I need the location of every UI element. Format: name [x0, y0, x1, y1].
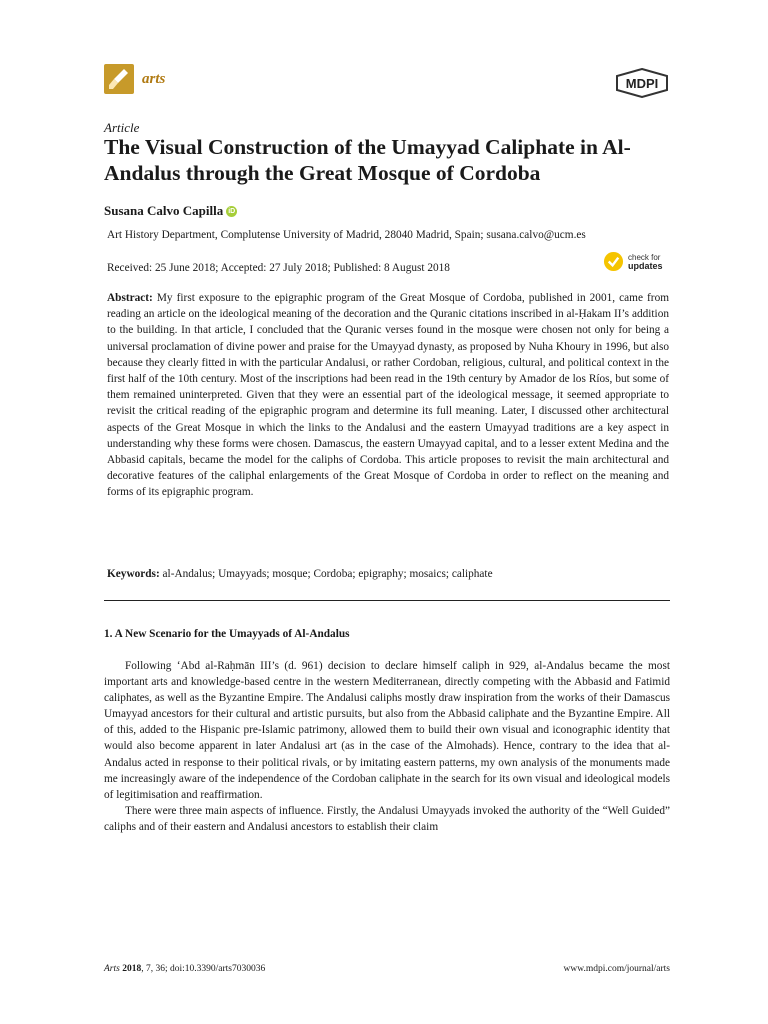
author-name[interactable]: Susana Calvo Capilla — [104, 203, 224, 218]
footer-journal: Arts — [104, 964, 120, 974]
check-for-updates-badge[interactable] — [603, 251, 663, 272]
citation-footer — [104, 964, 265, 974]
check-updates-icon — [603, 251, 624, 272]
journal-url[interactable]: www.mdpi.com/journal/arts — [563, 964, 670, 974]
paragraph: There were three main aspects of influence. Firstly, the Andalusi Umayyads invoked the authority of the “Well Guided” caliphs and of their eastern and Andalusi ancestors to establish their claim — [104, 804, 670, 833]
footer-citation: , 7, 36; doi:10.3390/arts7030036 — [141, 964, 266, 974]
abstract — [107, 290, 669, 501]
article-title: The Visual Construction of the Umayyad Caliphate in Al-Andalus through the Great Mosque of Cordoba — [104, 135, 631, 185]
footer-year: 2018 — [122, 964, 142, 974]
orcid-icon[interactable]: iD — [228, 207, 236, 215]
section-divider — [104, 600, 670, 601]
journal-logo — [104, 64, 165, 94]
publication-dates: Received: 25 June 2018; Accepted: 27 July 2018; Published: 8 August 2018 — [107, 262, 450, 274]
section-heading: 1. A New Scenario for the Umayyads of Al-Andalus — [104, 628, 350, 640]
article-type: Article — [104, 120, 140, 135]
affiliation: Art History Department, Complutense University of Madrid, 28040 Madrid, Spain; susana.calvo@ucm.es — [107, 229, 586, 241]
brush-icon — [104, 64, 134, 94]
publisher-logo — [614, 68, 670, 103]
keywords-text: al-Andalus; Umayyads; mosque; Cordoba; epigraphy; mosaics; caliphate — [162, 568, 493, 580]
abstract-label: Abstract: — [107, 292, 153, 304]
check-updates-line2: updates — [628, 260, 663, 271]
author — [104, 203, 237, 219]
keywords-label: Keywords: — [107, 568, 160, 580]
abstract-text: My first exposure to the epigraphic program of the Great Mosque of Cordoba, published in 2001, came from reading an article on the ideological meaning of the decoration and the Quranic citations inscribed in al-Ḥakam II’s addition to the building. In that article, I concluded that the Quranic verses found in the mosque were chosen not only for being a universal proclamation of divine power and praise for the Umayyad dynasty, as proposed by Nuha Khoury in 1996, but also because they clearly fitted in with the particular Andalusi, or rather Cordoban, religious, cultural, and political context in the first half of the 10th century. Most of the inscriptions had been read in the 19th century by Amador de los Ríos, but some of them remained uninterpreted. Given that they were an essential part of the ideological message, it seemed appropriate to revisit the critical reading of the epigraphic program and determine its full meaning. Later, I discussed other architectural aspects of the Great Mosque in which the links to the Andalusi and the eastern Umayyad traditions are a key aspect in understanding why these forms were chosen. Damascus, the eastern Umayyad capital, and to a lesser extent Medina and the Abbasid capitals, became the model for the caliphs of Cordoba. This article proposes to revisit the main architectural and decorative features of the caliphal enlargements of the Great Mosque of Cordoba in order to reflect on the meaning and forms of its epigraphic program. — [107, 292, 670, 499]
body-text — [104, 658, 670, 835]
publisher-name: MDPI — [625, 76, 659, 91]
keywords — [107, 568, 669, 580]
check-updates-line1: check for — [628, 252, 661, 262]
journal-name: arts — [142, 70, 166, 87]
paragraph: Following ‘Abd al-Raḥmān III’s (d. 961) decision to declare himself caliph in 929, al-Andalus became the most important arts and knowledge-based centre in the western Mediterranean, directly competing with the Abbasid and Fatimid caliphates, as well as the Byzantine Empire. The Andalusi caliphs mostly draw inspiration from the works of their Damascus Umayyad ancestors for their cultural and artistic pursuits, but also from the Abbasid caliphate and the Byzantine Empire. All of this, added to the Hispanic pre-Islamic patrimony, allowed them to build their own visual and iconographic identity that would also become apparent in later Andalusi art (as in the case of the Almohads). Hence, contrary to the idea that al-Andalus acted in response to their political rivals, or by imitating eastern patterns, my own analysis of the monuments made me increasingly aware of the independence of the Cordoban caliphate in the search for its own visual and ideological models of legitimisation and reaffirmation. — [104, 660, 670, 801]
